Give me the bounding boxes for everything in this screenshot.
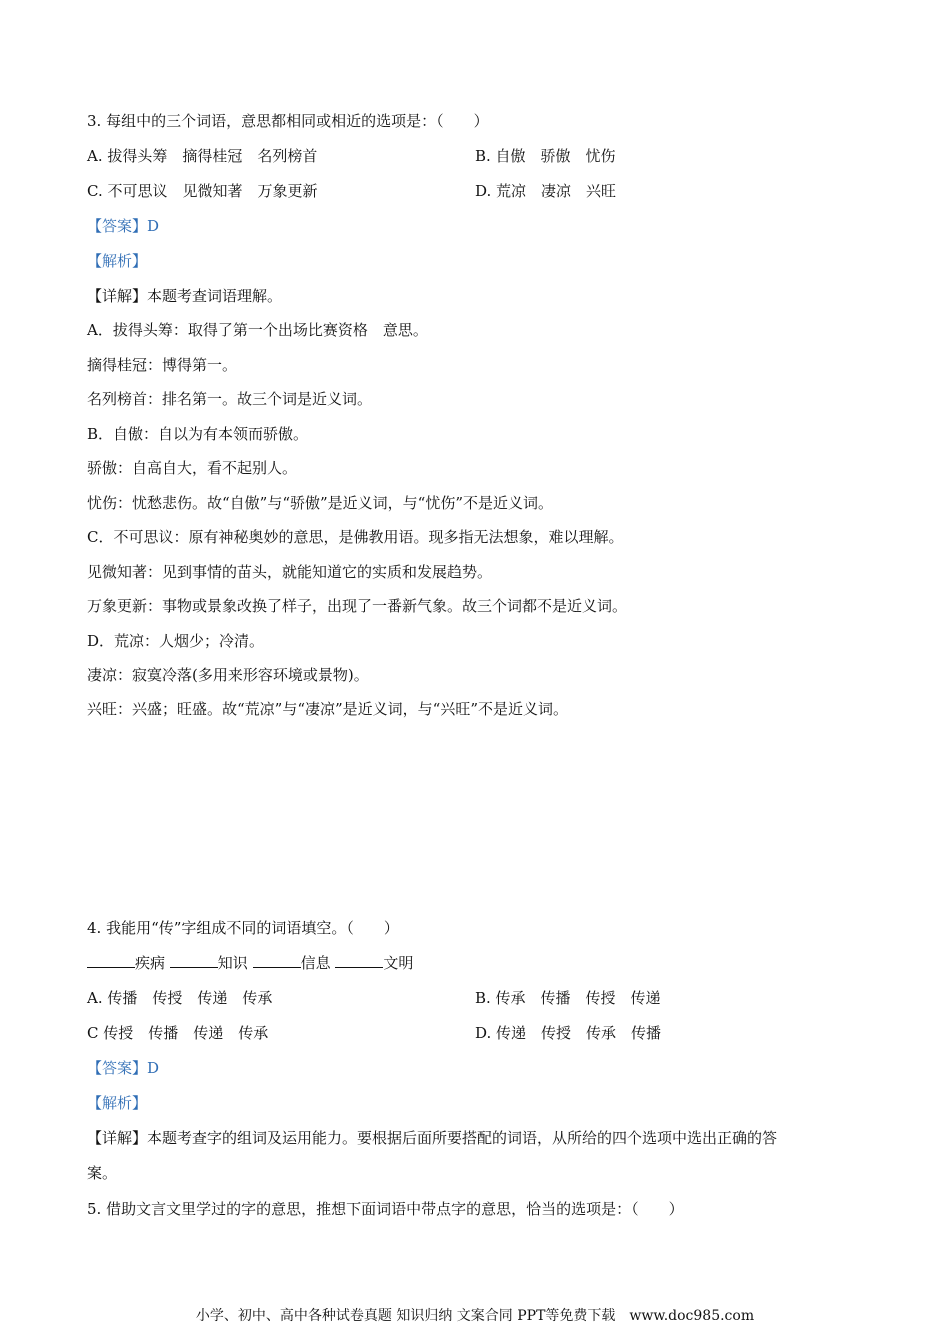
q4-option-c: C 传授 传播 传递 传承: [87, 1024, 269, 1042]
q3-detail-line: 兴旺：兴盛；旺盛。故“荒凉”与“凄凉”是近义词，与“兴旺”不是近义词。: [87, 700, 569, 718]
page-footer: 小学、初中、高中各种试卷真题 知识归纳 文案合同 PPT等免费下载 www.doc985.com: [195, 1308, 755, 1324]
q4-detail-line: 案。: [87, 1164, 118, 1182]
q4-detail-line: 【详解】本题考查字的组词及运用能力。要根据后面所要搭配的词语，从所给的四个选项中选出正确的答: [87, 1129, 778, 1147]
q3-option-b: B. 自傲 骄傲 忧伤: [475, 147, 616, 165]
q3-detail-line: 骄傲：自高自大，看不起别人。: [87, 459, 298, 477]
q4-options-row-2: [87, 1023, 910, 1043]
q3-detail-line: 见微知著：见到事情的苗头，就能知道它的实质和发展趋势。: [87, 563, 493, 581]
q3-detail-line: 凄凉：寂寞冷落(多用来形容环境或景物)。: [87, 666, 369, 684]
q3-answer: 【答案】D: [87, 217, 160, 235]
q5-stem: 5. 借助文言文里学过的字的意思，推想下面词语中带点字的意思，恰当的选项是：（ ）: [87, 1200, 684, 1218]
q4-blank-word: 知识: [217, 954, 248, 972]
q3-options-row-1: [87, 146, 910, 166]
q4-blank-word: 文明: [383, 954, 414, 972]
q3-detail-line: 名列榜首：排名第一。故三个词是近义词。: [87, 390, 373, 408]
q3-detail-line: C．不可思议：原有神秘奥妙的意思，是佛教用语。现多指无法想象，难以理解。: [87, 528, 624, 546]
q4-options-row-1: [87, 988, 910, 1008]
q3-detail-line: D．荒凉：人烟少；冷清。: [87, 632, 265, 650]
q3-detail-line: 忧伤：忧愁悲伤。故“自傲”与“骄傲”是近义词，与“忧伤”不是近义词。: [87, 494, 554, 512]
q4-blank-word: 疾病: [135, 954, 166, 972]
q4-analysis-label: 【解析】: [87, 1094, 148, 1112]
fill-blank: [170, 953, 218, 968]
fill-blank: [335, 953, 383, 968]
q4-answer: 【答案】D: [87, 1059, 160, 1077]
q3-detail-line: B．自傲：自以为有本领而骄傲。: [87, 425, 309, 443]
q3-options-row-2: [87, 181, 910, 201]
fill-blank: [253, 953, 301, 968]
q3-detail-line: 万象更新：事物或景象改换了样子，出现了一番新气象。故三个词都不是近义词。: [87, 597, 628, 615]
fill-blank: [87, 953, 135, 968]
q3-option-a: A. 拔得头筹 摘得桂冠 名列榜首: [87, 147, 318, 165]
q4-stem: 4. 我能用“传”字组成不同的词语填空。（ ）: [87, 919, 399, 937]
q3-option-c: C. 不可思议 见微知著 万象更新: [87, 182, 318, 200]
q3-detail-line: A．拔得头筹：取得了第一个出场比赛资格 意思。: [87, 321, 428, 339]
q4-blank-word: 信息: [300, 954, 331, 972]
q4-blanks-row: [87, 953, 910, 973]
q3-detail-line: 【详解】本题考查词语理解。: [87, 287, 283, 305]
q4-option-a: A. 传播 传授 传递 传承: [87, 989, 273, 1007]
q3-analysis-label: 【解析】: [87, 252, 148, 270]
q3-stem: 3. 每组中的三个词语，意思都相同或相近的选项是：（ ）: [87, 112, 489, 130]
q4-option-d: D. 传递 传授 传承 传播: [475, 1024, 662, 1042]
q3-detail-line: 摘得桂冠：博得第一。: [87, 356, 238, 374]
q3-option-d: D. 荒凉 凄凉 兴旺: [475, 182, 617, 200]
q4-option-b: B. 传承 传播 传授 传递: [475, 989, 661, 1007]
